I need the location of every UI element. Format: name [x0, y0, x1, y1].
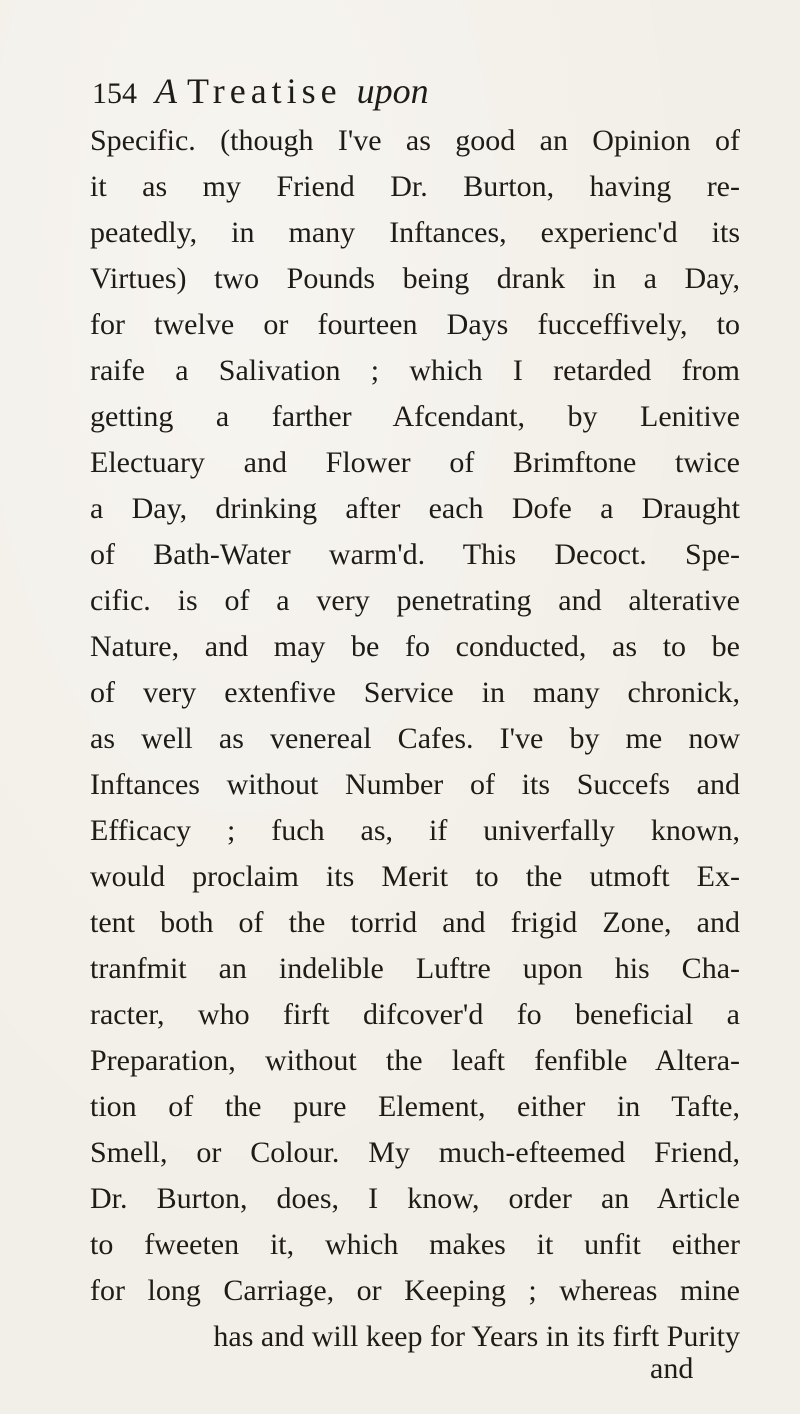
body-text [90, 118, 740, 1360]
page-number: 154 [92, 77, 137, 110]
text-line: racter, who firft difcover'd fo beneficial a [90, 998, 740, 1031]
text-line: of very extenfive Service in many chronick, [90, 676, 740, 709]
text-line: a Day, drinking after each Dofe a Draught [90, 492, 740, 525]
text-line: tent both of the torrid and frigid Zone, and [90, 906, 740, 939]
text-line: Virtues) two Pounds being drank in a Day, [90, 262, 740, 295]
running-title-upon: upon [356, 71, 429, 111]
text-line: for long Carriage, or Keeping ; whereas mine [90, 1274, 740, 1307]
text-line: tranfmit an indelible Luftre upon his Cha- [90, 952, 740, 985]
text-line: Smell, or Colour. My much-efteemed Friend, [90, 1136, 740, 1169]
running-title-article: A [155, 71, 177, 111]
catchword: and [650, 1352, 694, 1385]
text-line: Specific. (though I've as good an Opinion of [90, 124, 740, 157]
text-line: Nature, and may be fo conducted, as to be [90, 630, 740, 663]
text-line: Preparation, without the leaft fenfible Altera- [90, 1044, 740, 1077]
text-line: as well as venereal Cafes. I've by me now [90, 722, 740, 755]
text-line: getting a farther Afcendant, by Lenitive [90, 400, 740, 433]
text-line: of Bath-Water warm'd. This Decoct. Spe- [90, 538, 740, 571]
text-line: peatedly, in many Inftances, experienc'd its [90, 216, 740, 249]
text-line: Inftances without Number of its Succefs and [90, 768, 740, 801]
text-line: Dr. Burton, does, I know, order an Article [90, 1182, 740, 1215]
text-line: to fweeten it, which makes it unfit either [90, 1228, 740, 1261]
text-line: tion of the pure Element, either in Tafte, [90, 1090, 740, 1123]
running-head [92, 66, 732, 116]
text-line: it as my Friend Dr. Burton, having re- [90, 170, 740, 203]
text-line: raife a Salivation ; which I retarded from [90, 354, 740, 387]
text-line: Electuary and Flower of Brimftone twice [90, 446, 740, 479]
text-line: Efficacy ; fuch as, if univerfally known, [90, 814, 740, 847]
text-line: has and will keep for Years in its firft Purity [213, 1320, 740, 1353]
text-line: cific. is of a very penetrating and alterative [90, 584, 740, 617]
text-line: would proclaim its Merit to the utmoft Ex- [90, 860, 740, 893]
text-line: for twelve or fourteen Days fucceffively, to [90, 308, 740, 341]
running-title: Treatise [187, 71, 342, 111]
